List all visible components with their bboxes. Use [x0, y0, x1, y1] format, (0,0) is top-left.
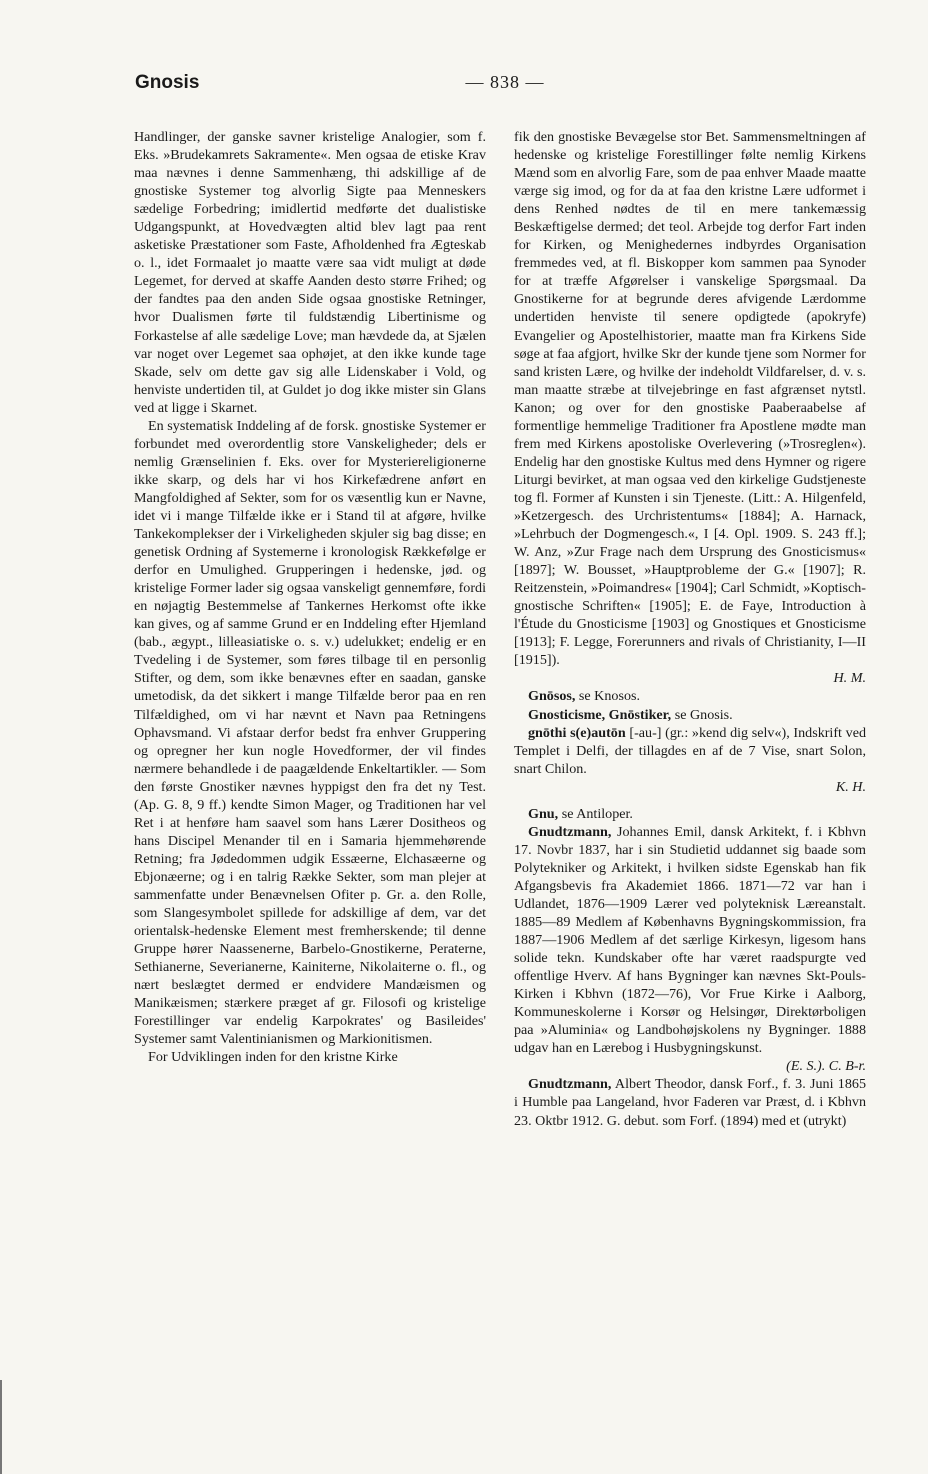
left-paragraph-3: For Udviklingen inden for den kristne Kirke — [148, 1049, 398, 1066]
entry-gnu — [514, 805, 866, 823]
entry-gnudtzmann-albert — [514, 1075, 866, 1129]
entry-signature: (E. S.). C. B-r. — [786, 1058, 866, 1075]
page-number: — 838 — — [465, 72, 545, 92]
running-head-keyword: Gnosis — [135, 72, 200, 93]
entry-headword: gnōthi s(e)autōn — [528, 724, 626, 741]
right-column — [514, 128, 866, 1130]
entry-text: Johannes Emil, dansk Arkitekt, f. i Kbhvn 17. Novbr 1837, har i sin Studietid uddannet sig baade som Polytekniker og Arkitekt, i hvilken sidste Egenskab han fik Afgangsbevis fra Akademiet 1866. 1871—72 var han i Udlandet, 1876—1909 Lærer ved polyteknisk Læreanstalt. 1885—89 Medlem af Københavns Bygningskommission, fra 1887—1906 Medlem af det særlige Kirkesyn, ligesom hans solide tekn. Kundskaber ofte har været raadspurgte ved offentlige Hverv. Af hans Bygninger kan nævnes Skt-Pouls-Kirken i Kbhvn (1872—76), Vor Frue Kirke i Aalborg, Kommuneskolerne i Korsør og Helsingør, Direktørboligen paa »Aluminia« og Landbohøjskolens ny Bygninger. 1888 udgav han en Lærebog i Husbygningskunst. — [514, 823, 866, 1057]
entry-headword: Gnōsos, — [528, 688, 576, 705]
entry-headword: Gnudtzmann, — [528, 1076, 612, 1093]
entry-text: se Gnosis. — [674, 706, 733, 723]
entry-headword: Gnosticisme, Gnōstiker, — [528, 706, 672, 723]
left-paragraph-1: Handlinger, der ganske savner kristelige Analogier, som f. Eks. »Brudekamrets Sakramente«. Men ogsaa de etiske Krav maa nævnes i denne Sammenhæng, thi adskillige af de gnostiske Systemer tog alvorlig Sigte paa Menneskers sædelige Forbedring; imidlertid medførte det dualistiske Udgangspunkt, at Hovedvægten altid blev lagt paa rent asketiske Præstationer som Faste, Afholdenhed fra Ægteskab o. l., idet Formaalet jo maatte være saa vidt muligt at døde Legemet, for derved at skaffe Aanden desto større Frihed; og der fandtes paa den anden Side ogsaa gnostiske Retninger, hvor Dualismen førte til fuldstændig Libertinisme og Forkastelse af alle sædelige Love; man hævdede da, at Sjælen var noget over Legemet saa ophøjet, at den ikke kunde tage Skade, selv om dette gav sig alle Lidenskaber i Vold, og henviste undertiden til, at Guldet jo dog ikke mister sin Glans ved at ligge i Skarnet. — [134, 129, 486, 416]
left-column — [134, 128, 486, 1066]
entry-gnosos — [514, 687, 866, 705]
entry-text: [-au-] (gr.: »kend dig selv«), Indskrift ved Templet i Delfi, der tillagdes en af de 7 Vise, snart Solon, snart Chilon. — [514, 724, 866, 777]
entry-signature: K. H. — [835, 778, 866, 795]
entry-text: se Knosos. — [578, 688, 640, 705]
entry-headword: Gnu, — [528, 805, 559, 822]
entry-text: Albert Theodor, dansk Forf., f. 3. Juni 1865 i Humble paa Langeland, hvor Faderen var Præst, d. i Kbhvn 23. Oktbr 1912. G. debut. som Forf. (1894) med et (utrykt) — [514, 1076, 866, 1129]
entry-gnosticisme — [514, 706, 866, 724]
right-continuation-text: fik den gnostiske Bevægelse stor Bet. Sammensmeltningen af hedenske og kristelige Forestillinger følte nemlig Kirkens Mænd som en alvorlig Fare, som de paa enhver Maade maatte værge sig imod, og for da at faa den kristne Lære udformet i dens Renhed nødtes de til en mere tankemæssig Beskæftigelse dermed; det teol. Arbejde tog derfor Fart inden for Kirken, og Menighedernes indbyrdes Organisation fremmedes ved, at fl. Biskopper kom sammen paa Synoder for at træffe Afgørelser i vanskelige Spørgsmaal. Da Gnostikerne for at begrunde deres afvigende Lærdomme undertiden henviste til senere opdigtede (apokryfe) Evangelier og Apostelhistorier, maatte man fra Kirkens Side søge at faa afgjort, hvilke Skr der kunde tjene som Normer for sand kristen Lære, og hvilke der indeholdt Vildfarelser, d. v. s. man maatte stræbe at tilvejebringe en fast afgrænset nytstl. Kanon; og over for den gnostiske Paaberaabelse af formentlige hemmelige Traditioner fra Apostlene mødte man frem med Kirkens apostoliske Overlevering (»Trosreglen«). Endelig har den gnostiske Kultus med dens Hymner og rigere Liturgi bevirket, at man ogsaa ved den kirkelige Gudstjeneste tog fl. Former af Kunsten i sin Tjeneste. (Litt.: A. Hilgenfeld, »Ketzergesch. des Urchristentums« [1884]; A. Harnack, »Lehrbuch der Dogmengesch.«, I [4. Opl. 1909. S. 243 ff.]; W. Anz, »Zur Frage nach dem Ursprung des Gnosticismus« [1897]; W. Bousset, »Hauptprobleme der G.« [1907]; R. Reitzenstein, »Poimandres« [1904]; Carl Schmidt, »Koptisch-gnostische Schriften« [1905]; E. de Faye, Introduction à l'Étude du Gnosticisme [1903] og Gnostiques et Gnosticisme [1913]; F. Legge, Forerunners and rivals of Christianity, I—II [1915]). — [514, 129, 866, 669]
left-paragraph-2: En systematisk Inddeling af de forsk. gnostiske Systemer er forbundet med overordentlig store Vanskeligheder; dels er nemlig Grænselinien f. Eks. over for Mysteriereligionerne ikke skarp, og dels har vi hos Kirkefædrene anført en Mangfoldighed af Sekter, som for os væsentlig kun er Navne, idet vi i mange Tilfælde ikke er i Stand til at afgøre, hvilke Tankekomplekser der i Virkeligheden skjuler sig bag disse; en genetisk Ordning af Systemerne i kronologisk Rækkefølge er derfor en Umulighed. Grupperingen i hedenske, jød. og kristelige Former lader sig ogsaa vanskeligt gennemføre, fordi en nøjagtig Bestemmelse af Tankernes Herkomst ofte ikke kan gives, og af samme Grund er en Inddeling efter Hjemland (bab., ægypt., lilleasiatiske o. s. v.) udelukket; endelig er en Tvedeling i de Systemer, som føres tilbage til en personlig Stifter, og dem, som ikke benævnes efter en saadan, ganske umetodisk, da det sikkert i mange Tilfælde beror paa en ren Tilfældighed, om vi har nævnt et Navn paa Retningens Ophavsmand. Vi afstaar derfor bedst fra enhver Gruppering og opregner her kun nogle Hovedformer, der vil findes nærmere behandlede i de paagældende Enkeltartikler. — Som den første Gnostiker nævnes hyppigst den fra det ny Test. (Ap. G. 8, 9 ff.) kendte Simon Mager, og Traditionen har vel Ret i at henføre ham saavel som hans Lærer Dositheos og hans Discipel Menander til en i Samaria hjemmehørende Retning; fra Jødedommen udgik Essæerne, Elchasæerne og Ebjonæerne; og i en talrig Række Sekter, som man plejer at sammenfatte under Benævnelsen Ofiter p. Gr. a. den Rolle, som Slangesymbolet spillede for adskillige af dem, var det orientalsk-hedenske Element mest fremherskende; til denne Gruppe hører Naassenerne, Barbelo-Gnostikerne, Peraterne, Sethianerne, Severianerne, Kainiterne, Nikolaiterne o. fl., og nært beslægtet dermed er endvidere Mandæismen og Manikæismen; stærkere præget af gr. Filosofi og kristelige Forestillinger var endelig Karpokrates' og Basileides' Systemer samt Valentinianismen og Markionitismen. — [134, 417, 486, 1048]
scan-edge-mark — [0, 1380, 2, 1474]
entry-gnothi-seauton — [514, 724, 866, 796]
entry-gap — [514, 796, 866, 805]
entry-text: se Antiloper. — [561, 805, 633, 822]
entry-headword: Gnudtzmann, — [528, 823, 612, 840]
continuation-signature: H. M. — [833, 670, 866, 687]
entry-gnudtzmann-johannes — [514, 823, 866, 1076]
page-header — [135, 72, 875, 106]
right-continuation — [514, 128, 866, 687]
